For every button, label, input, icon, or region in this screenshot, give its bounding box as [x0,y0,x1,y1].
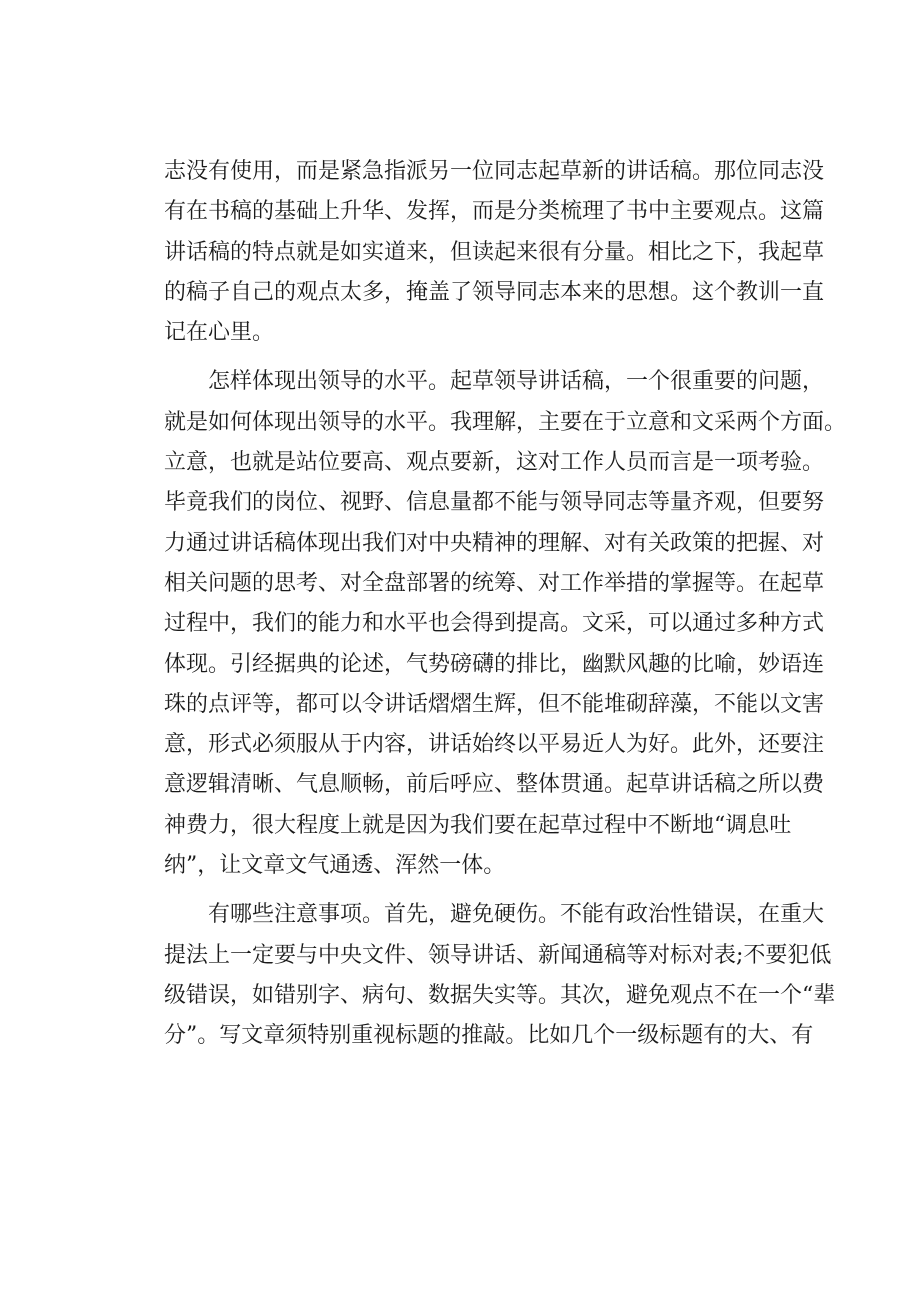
paragraph-3 [164,895,844,1056]
text-line: 讲话稿的特点就是如实道来，但读起来很有分量。相比之下，我起草 [164,239,825,265]
text-line: 神费力，很大程度上就是因为我们要在起草过程中不断地“调息吐 [164,812,792,838]
text-line: 志没有使用，而是紧急指派另一位同志起草新的讲话稿。那位同志没 [164,159,825,184]
text-line: 怎样体现出领导的水平。起草领导讲话稿，一个很重要的问题， [164,369,825,395]
text-line: 记在心里。 [164,320,275,346]
text-line: 就是如何体现出领导的水平。我理解，主要在于立意和文采两个方面。 [164,409,847,435]
text-line: 有哪些注意事项。首先，避免硬伤。不能有政治性错误，在重大 [164,902,825,928]
text-line: 体现。引经据典的论述，气势磅礴的排比，幽默风趣的比喻，妙语连 [164,651,825,677]
paragraph-2 [164,362,847,886]
paragraph-1 [164,152,844,353]
body-text [164,152,847,1057]
paragraph-gap [164,886,844,895]
text-line: 纳”，让文章文气通透、浑然一体。 [164,853,506,879]
text-line: 有在书稿的基础上升华、发挥，而是分类梳理了书中主要观点。这篇 [164,199,825,225]
text-line: 分”。写文章须特别重视标题的推敲。比如几个一级标题有的大、有 [164,1023,814,1049]
text-line: 毕竟我们的岗位、视野、信息量都不能与领导同志等量齐观，但要努 [164,490,825,516]
text-line: 珠的点评等，都可以令讲话熠熠生辉，但不能堆砌辞藻，不能以文害 [164,691,825,717]
text-line: 意逻辑清晰、气息顺畅，前后呼应、整体贯通。起草讲话稿之所以费 [164,772,825,798]
paragraph-gap [164,353,844,362]
text-line: 的稿子自己的观点太多，掩盖了领导同志本来的思想。这个教训一直 [164,279,825,305]
text-line: 级错误，如错别字、病句、数据失实等。其次，避免观点不在一个“辈 [164,982,836,1008]
text-line: 力通过讲话稿体现出我们对中央精神的理解、对有关政策的把握、对 [164,530,825,556]
text-line: 过程中，我们的能力和水平也会得到提高。文采，可以通过多种方式 [164,611,825,637]
text-line: 相关问题的思考、对全盘部署的统筹、对工作举措的掌握等。在起草 [164,570,825,596]
text-line: 意，形式必须服从于内容，讲话始终以平易近人为好。此外，还要注 [164,732,825,758]
text-line: 提法上一定要与中央文件、领导讲话、新闻通稿等对标对表;不要犯低 [164,942,832,968]
text-line: 立意，也就是站位要高、观点要新，这对工作人员而言是一项考验。 [164,450,825,476]
